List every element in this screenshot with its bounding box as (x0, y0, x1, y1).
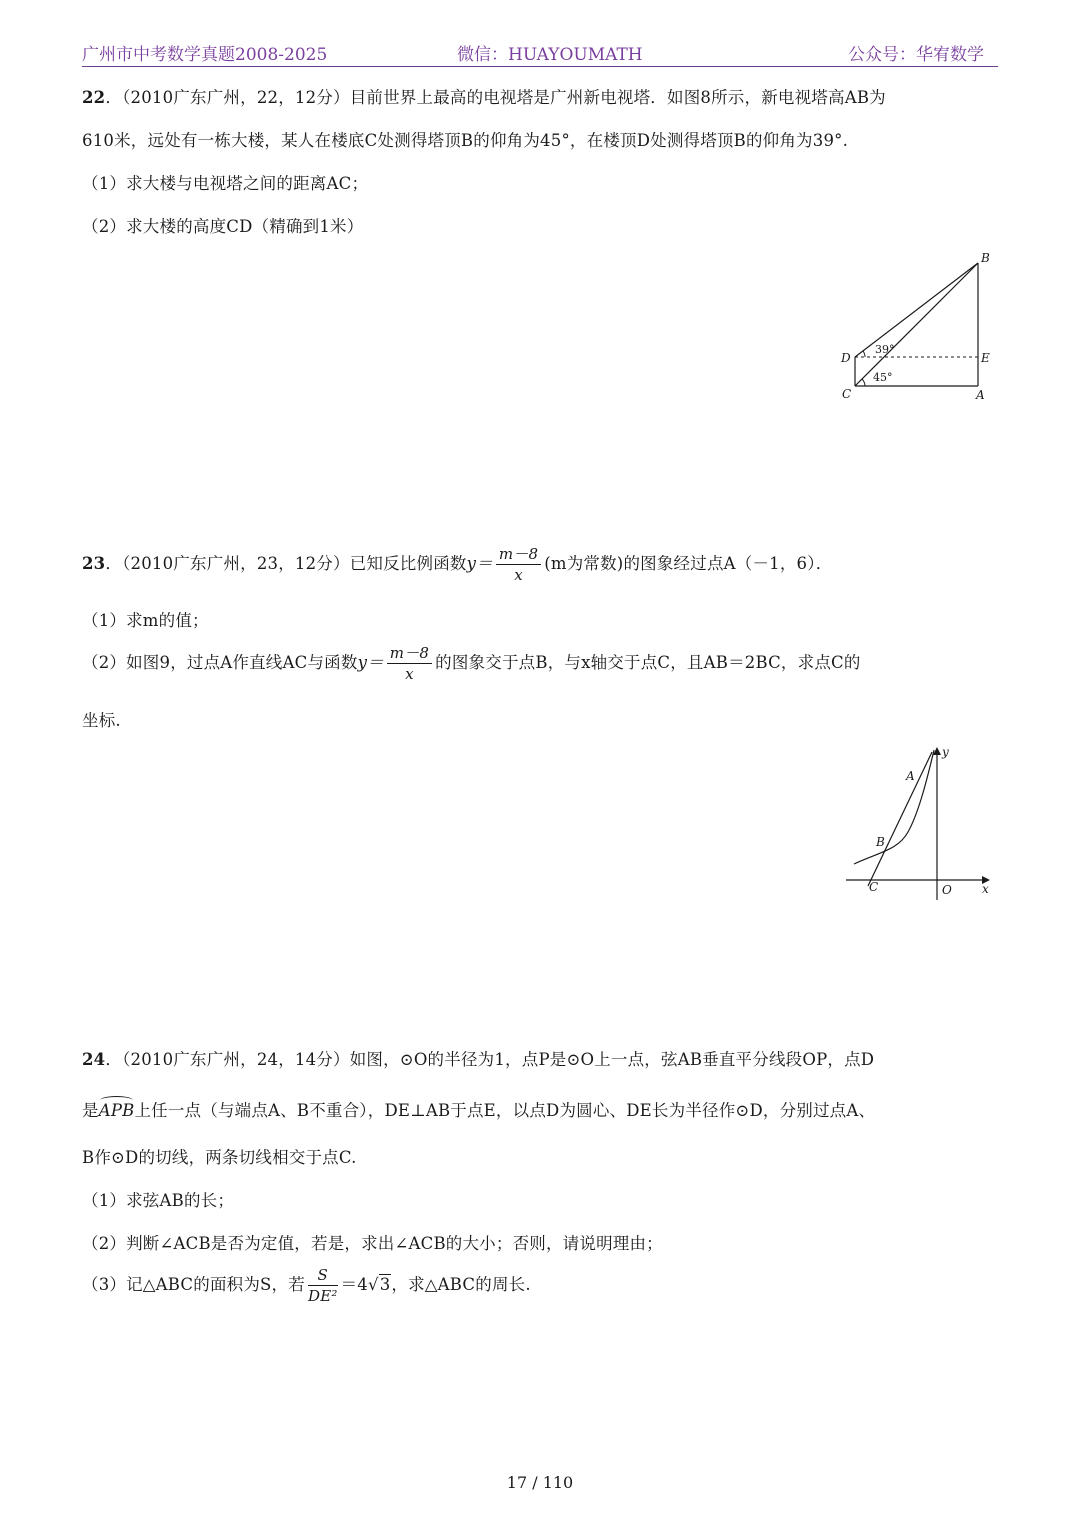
q23-y-eq: y＝ (466, 554, 493, 573)
label-a: A (906, 769, 915, 783)
line-db (855, 263, 978, 357)
q24-part1: （1）求弦AB的长； (82, 1191, 235, 1210)
label-b: B (876, 835, 885, 849)
q24-fraction-den: DE² (307, 1287, 338, 1305)
q22-text1: ．（2010广东广州，22，12分）目前世界上最高的电视塔是广州新电视塔．如图8所示，新电视塔高AB为 (105, 88, 886, 107)
sqrt-radicand: 3 (379, 1275, 391, 1294)
angle-label-45: 45° (873, 371, 893, 384)
q24-eq: ＝4 (340, 1275, 368, 1294)
q23-text1: ．（2010广东广州，23，12分）已知反比例函数 (105, 554, 467, 573)
q24-part2: （2）判断∠ACB是否为定值，若是，求出∠ACB的大小；否则，请说明理由； (82, 1234, 663, 1253)
label-c: C (842, 387, 852, 401)
q23-number: 23 (82, 554, 106, 573)
q23-part2-fraction-num: m－8 (387, 643, 432, 664)
q24-fraction (308, 1265, 338, 1306)
q23-part2-pre: （2）如图9，过点A作直线AC与函数 (82, 653, 358, 672)
q23-part2-fraction-den: x (405, 665, 414, 683)
q24-text1: ．（2010广东广州，24，14分）如图，⊙O的半径为1，点P是⊙O上一点，弦AB垂直平分线段OP，点D (105, 1050, 875, 1069)
q23-part2-y-eq: y＝ (357, 653, 384, 672)
page-header (82, 38, 998, 67)
header-left-title: 广州市中考数学真题2008-2025 (82, 45, 328, 65)
q23-fraction-num: m－8 (496, 544, 541, 565)
header-public-account: 公众号：华宥数学 (848, 45, 984, 65)
q23-part2-post: 的图象交于点B，与x轴交于点C，且AB＝2BC，求点C的 (435, 653, 861, 672)
label-b: B (981, 251, 990, 265)
q22-line1 (82, 84, 886, 108)
q23-fraction-den: x (514, 566, 523, 584)
angle-arc-45 (862, 379, 865, 386)
label-y: y (942, 745, 949, 759)
q23-line1 (82, 544, 832, 585)
label-a: A (976, 388, 985, 402)
q24-fraction-num: S (308, 1265, 338, 1286)
angle-arc-39 (863, 351, 865, 357)
q24-line1 (82, 1046, 874, 1070)
q24-part3 (82, 1265, 531, 1306)
q24-part3-post: ，求△ABC的周长. (391, 1275, 531, 1294)
q24-line2 (82, 1097, 875, 1121)
label-x: x (982, 882, 989, 896)
q23-text1-post: (m为常数)的图象经过点A（－1，6）． (544, 554, 833, 573)
q23-part1: （1）求m的值； (82, 611, 209, 630)
label-o: O (942, 883, 952, 897)
header-wechat: 微信：HUAYOUMATH (457, 45, 643, 65)
sqrt-symbol: √ (367, 1275, 379, 1294)
q22-line2: 610米，远处有一栋大楼，某人在楼底C处测得塔顶B的仰角为45°，在楼顶D处测得塔顶B的仰角为39°. (82, 131, 849, 150)
q24-line2-pre: 是 (82, 1101, 99, 1120)
page-number: 17 / 110 (506, 1473, 574, 1492)
q24-line3: B作⊙D的切线，两条切线相交于点C. (82, 1148, 357, 1167)
arc-apb: APB (98, 1101, 135, 1120)
q24-number: 24 (82, 1050, 106, 1069)
q23-part2 (82, 643, 861, 684)
label-e: E (981, 351, 990, 365)
label-d: D (841, 351, 851, 365)
hyperbola-curve (854, 750, 934, 864)
q22-part2: （2）求大楼的高度CD（精确到1米） (82, 217, 364, 236)
angle-label-39: 39° (875, 343, 895, 356)
q22-figure (830, 245, 1010, 410)
q24-line2-post: 上任一点（与端点A、B不重合），DE⊥AB于点E，以点D为圆心、DE长为半径作⊙D，分别过点A、 (134, 1101, 876, 1120)
q23-part2-cont: 坐标. (82, 711, 121, 730)
q22-part1: （1）求大楼与电视塔之间的距离AC； (82, 174, 369, 193)
q23-part2-fraction (387, 643, 432, 684)
line-ac (868, 752, 932, 886)
q23-fraction (496, 544, 541, 585)
q23-figure (840, 740, 1000, 905)
q24-part3-pre: （3）记△ABC的面积为S，若 (82, 1275, 305, 1294)
q22-number: 22 (82, 88, 106, 107)
label-c: C (869, 880, 879, 894)
line-cb (855, 263, 978, 386)
